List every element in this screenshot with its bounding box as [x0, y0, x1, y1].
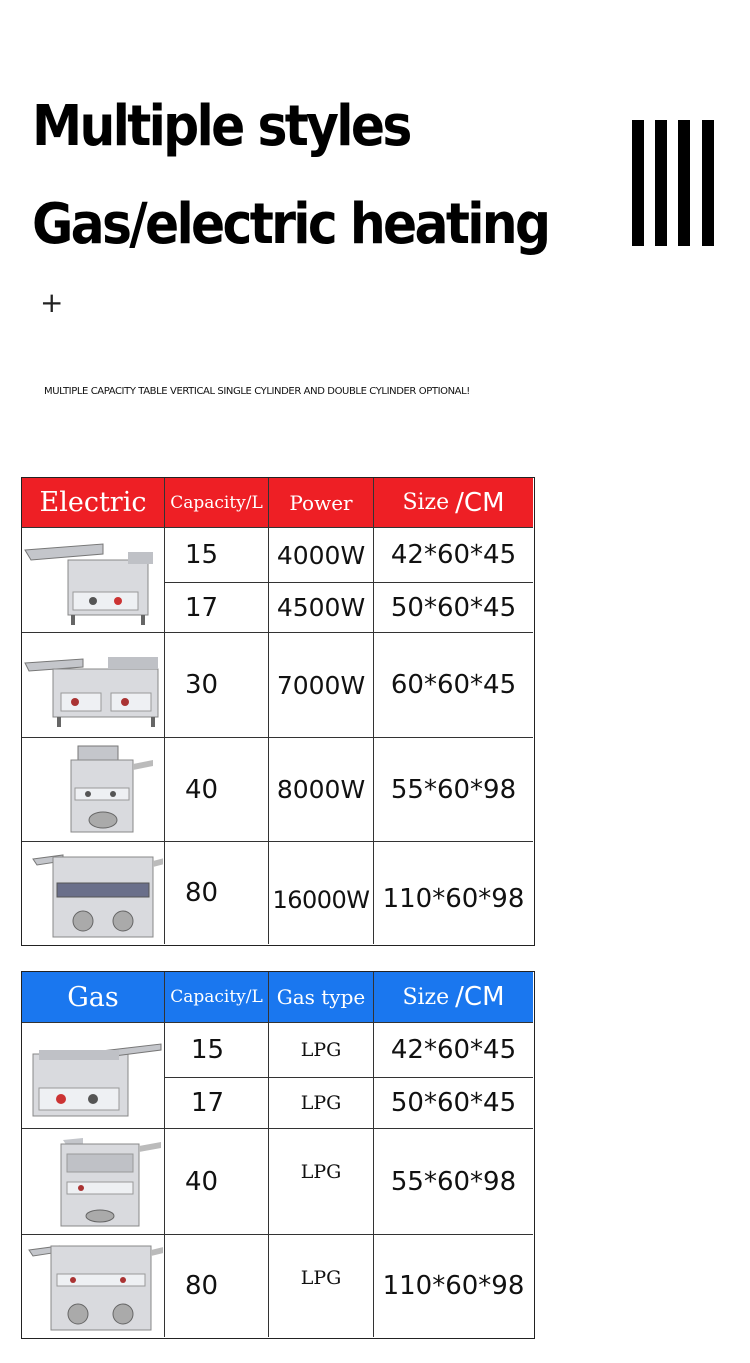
gas-size-50-60-45: 50*60*45 — [374, 1078, 533, 1129]
gas-spec-table — [21, 971, 535, 1339]
vertical-double-electric-fryer-icon — [22, 842, 165, 944]
gas-size-header — [374, 972, 533, 1023]
gas-capacity-40: 40 — [165, 1129, 269, 1235]
gas-type-lpg-15: LPG — [269, 1023, 374, 1078]
electric-size-42-60-45: 42*60*45 — [374, 528, 533, 583]
electric-spec-table — [21, 477, 535, 946]
electric-size-50-60-45: 50*60*45 — [374, 583, 533, 633]
gas-size-unit-label: /CM — [455, 982, 505, 1012]
size-header-label: Size — [402, 490, 450, 515]
vertical-double-gas-fryer-icon — [22, 1235, 165, 1337]
electric-power-16000: 16000W — [269, 842, 374, 944]
electric-size-60-60-45: 60*60*45 — [374, 633, 533, 738]
headline-heating: Gas/electric heating — [32, 192, 549, 257]
gas-title-header: Gas — [22, 972, 165, 1023]
double-tank-electric-fryer-icon — [22, 633, 165, 738]
gas-capacity-17: 17 — [165, 1078, 269, 1129]
electric-power-4500: 4500W — [269, 583, 374, 633]
electric-capacity-15: 15 — [165, 528, 269, 583]
capacity-header: Capacity/L — [165, 478, 269, 528]
gas-capacity-80: 80 — [165, 1235, 269, 1337]
gas-size-110-60-98: 110*60*98 — [382, 1271, 525, 1301]
electric-capacity-30: 30 — [165, 633, 269, 738]
single-tank-gas-fryer-icon — [22, 1023, 165, 1129]
electric-power-8000: 8000W — [269, 738, 374, 842]
plus-icon: + — [40, 286, 64, 319]
gas-size-55-60-98: 55*60*98 — [374, 1129, 533, 1235]
tagline: MULTIPLE CAPACITY TABLE VERTICAL SINGLE CYLINDER AND DOUBLE CYLINDER OPTIONAL! — [44, 386, 470, 397]
size-unit-label: /CM — [455, 487, 505, 518]
single-tank-electric-fryer-icon — [22, 528, 165, 633]
electric-capacity-40: 40 — [165, 738, 269, 842]
vertical-single-electric-fryer-icon — [22, 738, 165, 842]
power-header: Power — [269, 478, 374, 528]
gas-type-header: Gas type — [269, 972, 374, 1023]
gas-type-lpg-40: LPG — [269, 1129, 374, 1235]
electric-power-4000: 4000W — [269, 528, 374, 583]
electric-size-55-60-98: 55*60*98 — [374, 738, 533, 842]
vertical-single-gas-fryer-icon — [22, 1129, 165, 1235]
gas-size-42-60-45: 42*60*45 — [374, 1023, 533, 1078]
electric-capacity-17: 17 — [165, 583, 269, 633]
headline-multiple-styles: Multiple styles — [32, 94, 410, 159]
size-header — [374, 478, 533, 528]
electric-size-110-60-98: 110*60*98 — [382, 884, 525, 914]
electric-capacity-80: 80 — [165, 842, 269, 944]
gas-size-header-label: Size — [402, 984, 450, 1010]
decorative-bars-icon — [632, 120, 714, 246]
gas-capacity-15: 15 — [165, 1023, 269, 1078]
gas-capacity-header: Capacity/L — [165, 972, 269, 1023]
electric-power-7000: 7000W — [269, 633, 374, 738]
gas-type-lpg-17: LPG — [269, 1078, 374, 1129]
electric-title-header: Electric — [22, 478, 165, 528]
gas-type-lpg-80: LPG — [269, 1235, 374, 1337]
